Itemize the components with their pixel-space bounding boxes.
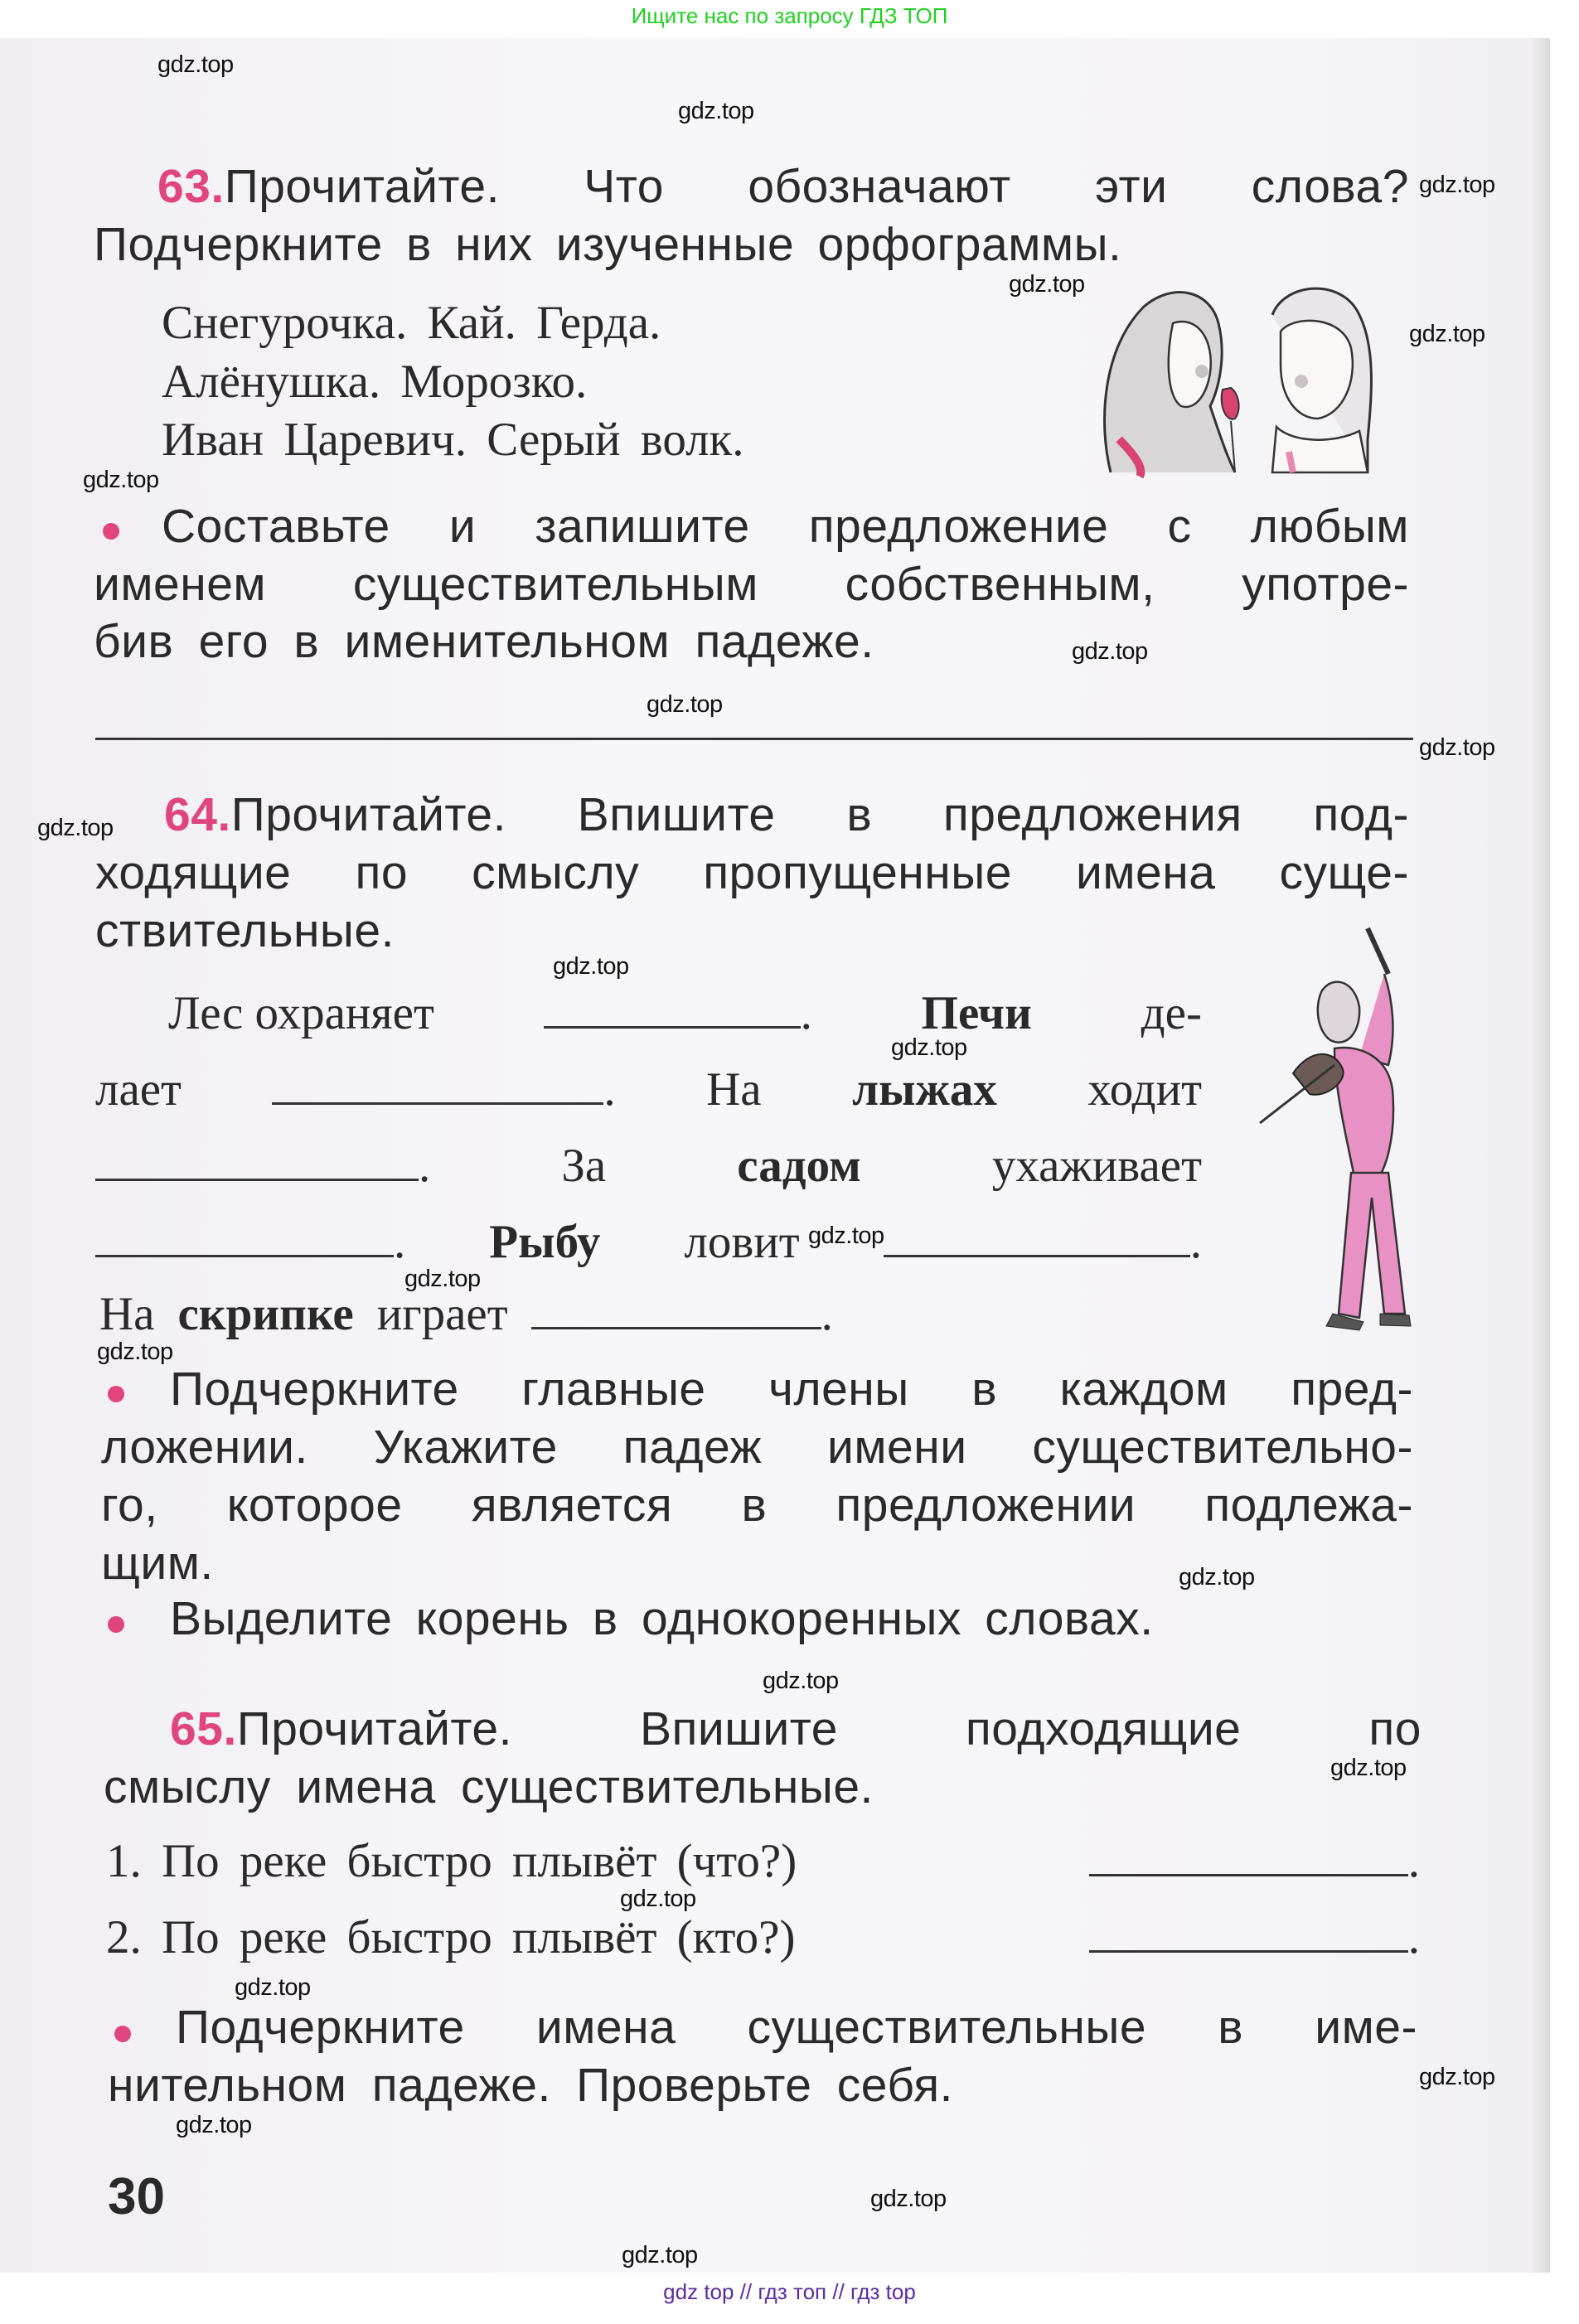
watermark: gdz.top [1009,271,1085,298]
bullet-icon [103,523,119,540]
watermark: gdz.top [1409,321,1485,347]
ex64-line2: ходящие по смыслу пропущенные имена суще- [95,846,1409,899]
ex65-item1: 1. По реке быстро плывёт (что?) . [106,1835,1420,1887]
ex63-line2: Подчеркните в них изученные орфограммы. [94,218,1122,271]
watermark: gdz.top [620,1886,696,1912]
ex64-task1-line3: го, которое является в предложении подлежа- [101,1479,1413,1532]
blank-input[interactable] [95,1247,394,1257]
blank-input[interactable] [531,1319,821,1329]
ex63-task-line1: Составьте и запишите предложение с любым [162,500,1409,553]
watermark: gdz.top [1419,734,1495,761]
answer-line[interactable] [95,738,1413,740]
watermark: gdz.top [647,691,723,718]
watermark: gdz.top [1419,172,1495,198]
blank-input[interactable] [544,1018,801,1029]
watermark: gdz.top [83,467,159,493]
blank-input[interactable] [272,1094,603,1105]
bottom-banner: gdz top // гдз топ // гдз top [663,2279,916,2304]
ex65-number: 65. [170,1702,237,1755]
ex64-sentence-row5: На скрипке играет . [99,1288,833,1340]
watermark: gdz.top [1419,2064,1495,2090]
ex64-line3: ствительные. [95,904,395,957]
watermark: gdz.top [870,2186,947,2212]
ex64-number: 64. [164,788,231,841]
watermark: gdz.top [97,1339,173,1365]
ex63-words-1: Снегурочка. Кай. Герда. [162,297,661,349]
watermark: gdz.top [763,1668,839,1694]
violinist-illustration [1243,924,1442,1339]
page-number: 30 [108,2168,165,2225]
ex64-task1-line2: ложении. Укажите падеж имени существительно- [101,1421,1413,1474]
watermark: gdz.top [235,1974,311,2001]
watermark: gdz.top [37,815,114,841]
ex63-words-2: Алёнушка. Морозко. [162,356,588,408]
watermark: gdz.top [678,98,754,124]
ex64-sentence-row3: . За садом ухаживает [95,1139,1202,1193]
ex64-line1: 64.Прочитайте. Впишите в предложения под- [164,788,1409,841]
ex65-line2: смыслу имена существительные. [104,1760,874,1813]
watermark: gdz.top [553,953,629,980]
ex65-task-line1: Подчеркните имена существительные в име- [176,2001,1417,2054]
watermark: gdz.top [1330,1755,1407,1781]
ex64-task1-line4: щим. [101,1537,214,1590]
watermark: gdz.top [622,2242,698,2268]
ex63-task-line2: именем существительным собственным, употре- [94,558,1409,611]
watermark: gdz.top [157,51,234,78]
bullet-icon [108,1616,124,1633]
page-edge [1533,38,1550,2273]
ex64-sentence-row2: лает . На лыжах ходит [95,1063,1202,1116]
watermark: gdz.top [808,1223,884,1249]
blank-input[interactable] [1089,1866,1408,1876]
blank-input[interactable] [884,1247,1190,1257]
blank-input[interactable] [95,1170,419,1181]
ex65-item2: 2. По реке быстро плывёт (кто?) . [106,1911,1420,1963]
watermark: gdz.top [891,1034,967,1061]
ex64-sentence-row4: . Рыбу ловит . [95,1215,1202,1269]
ex63-line1: 63.Прочитайте. Что обозначают эти слова? [157,160,1409,213]
ex64-task1-line1: Подчеркните главные члены в каждом пред- [170,1363,1413,1416]
ex63-number: 63. [157,160,225,213]
top-banner: Ищите нас по запросу ГДЗ ТОП [631,3,948,28]
kai-gerda-illustration [1094,274,1426,481]
ex65-line1: 65.Прочитайте. Впишите подходящие по [170,1702,1422,1755]
ex64-task2: Выделите корень в однокоренных словах. [170,1592,1154,1645]
watermark: gdz.top [404,1266,481,1292]
ex65-task-line2: нительном падеже. Проверьте себя. [108,2059,953,2112]
ex63-task-line3: бив его в именительном падеже. [94,615,874,668]
ex63-words-3: Иван Царевич. Серый волк. [162,414,744,466]
watermark: gdz.top [1072,638,1148,665]
bullet-icon [114,2026,131,2042]
watermark: gdz.top [176,2112,252,2138]
bullet-icon [108,1386,124,1402]
blank-input[interactable] [1089,1942,1408,1953]
ex64-sentence-row1: Лес охраняет . Печи де- [168,987,1202,1039]
watermark: gdz.top [1179,1564,1255,1590]
